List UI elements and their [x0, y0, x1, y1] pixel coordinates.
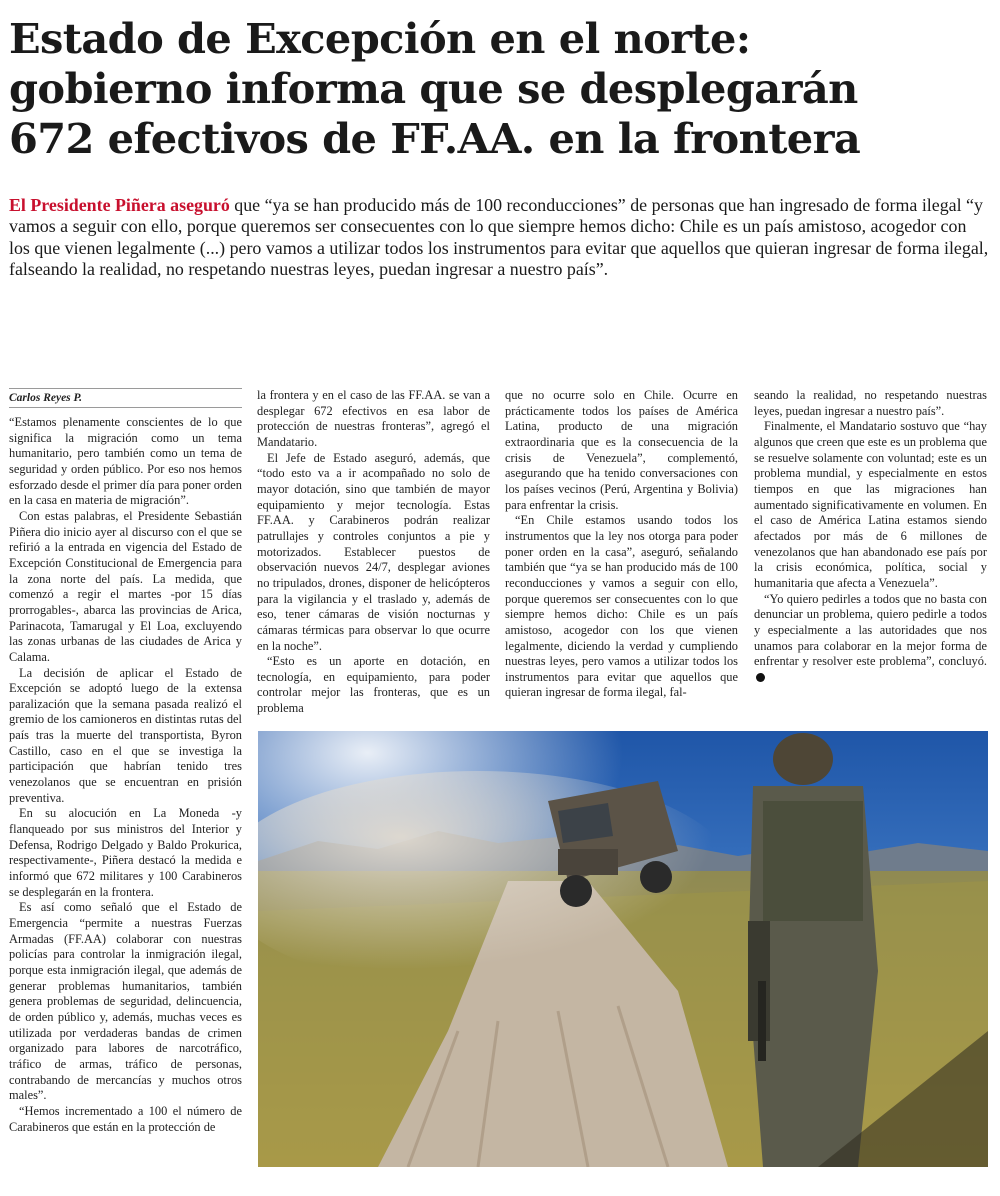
col2-paragraph-3: “Esto es un aporte en dotación, en tecnología, en equipamiento, para poder controlar mejor las fronteras, que es un problema: [257, 654, 490, 716]
col1-paragraph-2: Con estas palabras, el Presidente Sebastián Piñera dio inicio ayer al discurso con el que se refirió a la entrada en vigencia del Estado de Excepción Constitucional de Emergencia para la zona norte del país. La medida, que comenzó a regir el martes -por 15 días prorrogables-, abarca las provincias de Arica, Parinacota, Tamarugal y El Loa, excluyendo las zonas urbanas de las ciudades de Arica y Calama.: [9, 508, 242, 664]
article-column-4: [754, 388, 987, 685]
end-of-article-icon: [756, 673, 765, 682]
article-column-1: [9, 388, 242, 1135]
col1-paragraph-3: La decisión de aplicar el Estado de Excepción se adoptó luego de la extensa paralización que la semana pasada realizó el gremio de los camioneros en distintas rutas del país tras la muerte del transportista, Byron Castillo, caso en el que se investiga la participación que habrían tenido tres venezolanos que se encuentran en prisión preventiva.: [9, 665, 242, 805]
lede-highlight: El Presidente Piñera aseguró: [9, 195, 230, 215]
article-photo: [258, 731, 988, 1167]
col3-paragraph-2: “En Chile estamos usando todos los instrumentos que la ley nos otorga para poder poner orden en la casa”, aseguró, señalando también que “ya se han producido más de 100 reconducciones y vamos a seguir con ello, porque queremos ser consecuentes con lo que siempre hemos dicho: Chile es un país amistoso, acogedor con los que vienen legalmente, diciendo la verdad y cumpliendo nuestras leyes, pero vamos a utilizar todos los instrumentos para evitar que aquellos que quieran ingresar de forma ilegal, fal-: [505, 513, 738, 700]
byline: Carlos Reyes P.: [9, 388, 242, 408]
headline-line-1: Estado de Excepción en el norte:: [9, 14, 751, 63]
headline-line-3: 672 efectivos de FF.AA. en la frontera: [9, 114, 861, 163]
lede-text: que “ya se han producido más de 100 reconducciones” de personas que han ingresado de forma ilegal “y vamos a seguir con ello, porque queremos ser consecuentes con lo que siempre hemos dicho: Chile es un país amistoso, acogedor con los que vienen legalmente (...) pero vamos a utilizar todos los instrumentos para evitar que aquellos que quieran ingresar de forma ilegal, falseando la realidad, no respetando nuestras leyes, puedan ingresar a nuestro país”.: [9, 195, 989, 279]
lede-paragraph: [9, 195, 989, 280]
col4-paragraph-2: Finalmente, el Mandatario sostuvo que “hay algunos que creen que este es un problema que se resuelve solamente con voluntad; este es un problema mundial, y especialmente en estos tiempos en que las migraciones han aumentado significativamente en volumen. En el caso de América Latina estamos siendo afectados por más de 6 millones de venezolanos que han abandonado ese país por la crisis económica, política, social y humanitaria que afecta a Venezuela”.: [754, 419, 987, 590]
col4-paragraph-1: seando la realidad, no respetando nuestras leyes, puedan ingresar a nuestro país”.: [754, 388, 987, 418]
article-column-3: [505, 388, 738, 701]
headline-line-2: gobierno informa que se desplegarán: [9, 64, 858, 113]
headline: [9, 14, 994, 164]
col4-paragraph-3: [754, 592, 987, 686]
col3-paragraph-1: que no ocurre solo en Chile. Ocurre en prácticamente todos los países de América Latina, producto de una migración extraordinaria que es la consecuencia de la crisis de Venezuela”, complementó, asegurando que ha tenido conversaciones con los países vecinos (Perú, Argentina y Bolivia) para enfrentar la crisis.: [505, 388, 738, 512]
col2-paragraph-1: la frontera y en el caso de las FF.AA. se van a desplegar 672 efectivos en esa labor de protección de nuestras fronteras”, agregó el Mandatario.: [257, 388, 490, 449]
col1-paragraph-4: En su alocución en La Moneda -y flanqueado por sus ministros del Interior y Defensa, Rodrigo Delgado y Baldo Prokurica, respectivamente-, Piñera destacó la medida e informó que 672 militares y 100 Carabineros se desplegarán en la frontera.: [9, 806, 242, 899]
article-column-2: [257, 388, 490, 717]
col1-paragraph-5: Es así como señaló que el Estado de Emergencia “permite a nuestras Fuerzas Armadas (FF.AA) colaborar con nuestras policías para controlar la inmigración ilegal, porque esta inmigración ilegal, que además de generar problemas humanitarios, también genera problemas de seguridad, delincuencia, de orden público y, además, muchas veces es utilizada por verdaderas bandas de crimen organizado para labores de narcotráfico, tráfico de armas, tráfico de personas, contrabando de mercancías y muchos otros males”.: [9, 900, 242, 1103]
col1-paragraph-6: “Hemos incrementado a 100 el número de Carabineros que están en la protección de: [9, 1103, 242, 1134]
col2-paragraph-2: El Jefe de Estado aseguró, además, que “todo esto va a ir acompañado no solo de mayor dotación, sino que también de mayor equipamiento y mejor tecnología. Estas FF.AA. y Carabineros podrán realizar patrullajes y controles conjuntos a pie y motorizados. Establecer puestos de observación nuevos 24/7, desplegar aviones no tripulados, drones, disponer de helicópteros para la vigilancia y el traslado y, además de eso, tener cámaras de visión nocturnas y cámaras térmicas para observar lo que ocurre en la noche”.: [257, 450, 490, 653]
col4-paragraph-3-text: “Yo quiero pedirles a todos que no basta con denunciar un problema, quiero pedirle a todos y especialmente a las autoridades que nos unamos para colaborar en la mejor forma de enfrentar y resolver este problema”, concluyó.: [754, 591, 987, 669]
soldier-figure: [748, 733, 878, 1167]
col1-paragraph-1: “Estamos plenamente conscientes de lo que significa la migración como un tema humanitario, pero también como un tema de seguridad y orden público. Por eso nos hemos esforzado desde el primer día para poner orden en la casa en materia de migración”.: [9, 415, 242, 508]
military-truck-soldier-photo-icon: [258, 731, 988, 1167]
